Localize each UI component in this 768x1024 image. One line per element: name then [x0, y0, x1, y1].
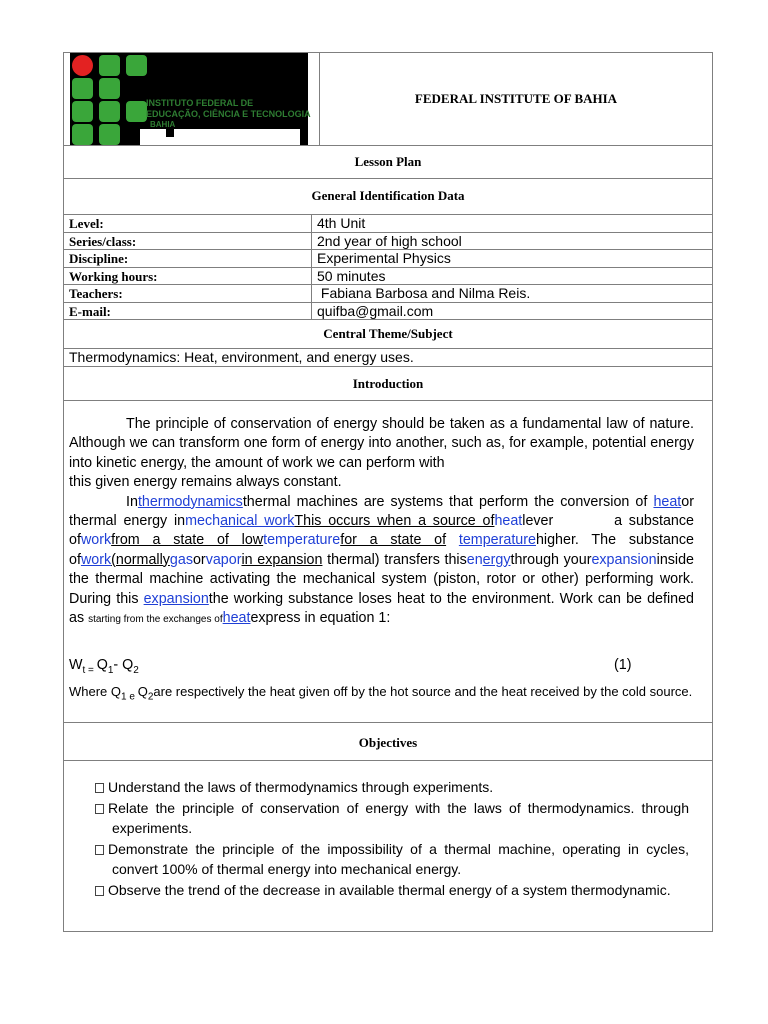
id-label: Level:: [69, 216, 104, 231]
id-value: 4th Unit: [311, 215, 712, 232]
id-row-teachers: [64, 285, 712, 303]
bullet-box-icon: [95, 886, 104, 896]
link-heat[interactable]: heat: [494, 512, 523, 529]
logo-square: [99, 55, 120, 76]
logo-square: [72, 101, 93, 122]
general-id-title: General Identification Data: [311, 188, 465, 203]
bullet-box-icon: [95, 783, 104, 793]
id-row-email: [64, 303, 712, 320]
id-label: Working hours:: [69, 268, 158, 284]
introduction-row: [64, 367, 712, 401]
institution-cell: [320, 53, 712, 145]
institution-name: FEDERAL INSTITUTE OF BAHIA: [414, 91, 618, 106]
objective-item: Relate the principle of conservation of energy with the laws of thermodynamics. through experiments.: [95, 798, 689, 838]
link-temperature[interactable]: temperature: [263, 532, 341, 549]
link-mechanical-work[interactable]: mech: [185, 512, 221, 529]
bullet-box-icon: [95, 845, 104, 855]
link-thermodynamics[interactable]: thermodynamics: [137, 493, 243, 510]
id-value: 50 minutes: [311, 268, 712, 285]
central-theme-title: Central Theme/Subject: [323, 326, 453, 341]
id-value: Experimental Physics: [311, 250, 712, 267]
link-temperature[interactable]: temperature: [458, 532, 536, 549]
id-row-hours: [64, 268, 712, 286]
bullet-box-icon: [95, 804, 104, 814]
intro-paragraph-1: The principle of conservation of energy should be taken as a fundamental law of nature. Although we can transform one form of energy into another, such as, for example, potential energy into kinetic energy, the amount of work we can perform with: [69, 416, 694, 471]
where-text: Where $Q_{1 e}$ $Q_2are$ respectively the heat given off by the hot source and the heat received by the cold source.: [69, 684, 693, 703]
id-label: Series/class:: [69, 233, 137, 249]
objective-item: Demonstrate the principle of the impossibility of a thermal machine, operating in cycles, convert 100% of thermal energy into mechanical energy.: [95, 839, 689, 879]
logo-square: [99, 124, 120, 145]
objective-item: Understand the laws of thermodynamics through experiments.: [95, 777, 689, 797]
objectives-row: [64, 723, 712, 761]
link-heat[interactable]: heat: [222, 609, 251, 626]
id-label: E-mail:: [69, 303, 111, 319]
logo-white-bar: [140, 129, 300, 145]
general-id-row: [64, 179, 712, 215]
logo-text: INSTITUTO FEDERAL DE EDUCAÇÃO, CIÊNCIA E TECNOLOGIA: [146, 98, 311, 119]
central-theme-text: Thermodynamics: Heat, environment, and energy uses.: [69, 349, 414, 365]
link-vapor[interactable]: vapor: [205, 551, 242, 568]
central-theme-value-row: [64, 349, 712, 367]
id-row-discipline: [64, 250, 712, 268]
email-value: quifba@gmail.com: [311, 303, 712, 319]
equation-number: (1): [614, 657, 632, 673]
intro-paragraph-2: Inthermodynamicsthermal machines are systems that perform the conversion of heator thermal energy inmechanical workThis occurs when a source ofheatlever a substance ofworkfrom a state of lowtemperaturefor a state of temperaturehigher. The substance ofwork(normallygasorvaporin expansion thermal) transfers thisenergythrough yourexpansioninside the thermal machine activating the mechanical system (piston, rotor or other) performing work. During this expansionthe working substance loses heat to the environment. Work can be defined as starting from the exchanges ofheatexpress in equation 1:: [69, 493, 694, 626]
logo-bahia-text: BAHIA: [150, 120, 176, 129]
lesson-plan-row: [64, 146, 712, 179]
link-expansion[interactable]: expansion: [143, 590, 209, 607]
logo-square: [99, 101, 120, 122]
link-work[interactable]: work: [80, 532, 112, 549]
link-energy[interactable]: en: [466, 551, 483, 568]
link-heat[interactable]: heat: [653, 493, 682, 510]
id-value: 2nd year of high school: [311, 233, 712, 250]
link-mechanical-work[interactable]: anical work: [220, 512, 295, 529]
logo-square: [126, 101, 147, 122]
central-theme-row: [64, 319, 712, 349]
link-work[interactable]: work: [80, 551, 112, 568]
introduction-title: Introduction: [352, 376, 424, 391]
logo-square: [99, 78, 120, 99]
introduction-body: [64, 401, 712, 723]
objectives-title: Objectives: [358, 735, 418, 750]
logo-cell: [64, 53, 320, 145]
objective-item: Observe the trend of the decrease in available thermal energy of a system thermodynamic.: [95, 880, 689, 900]
lesson-plan-document: [63, 52, 713, 932]
header-row: [64, 53, 712, 146]
id-row-level: [64, 215, 712, 233]
link-gas[interactable]: gas: [169, 551, 193, 568]
id-label: Teachers:: [69, 286, 123, 301]
link-expansion[interactable]: expansion: [591, 551, 657, 568]
id-row-series: [64, 233, 712, 251]
lesson-plan-title: Lesson Plan: [354, 154, 422, 169]
logo-red-dot: [72, 55, 93, 76]
objectives-body: [64, 761, 712, 933]
link-energy[interactable]: ergy: [482, 551, 511, 568]
id-value: Fabiana Barbosa and Nilma Reis.: [311, 285, 712, 302]
id-label: Discipline:: [69, 251, 129, 266]
logo-mark: [166, 129, 174, 137]
equation-1: $W_{t =}$ $Q_1-$ $Q_2$ (1): [69, 657, 632, 676]
logo-square: [72, 124, 93, 145]
institute-logo: [70, 53, 311, 145]
intro-paragraph-1-end: this given energy remains always constant.: [69, 474, 342, 490]
logo-square: [126, 55, 147, 76]
logo-square: [72, 78, 93, 99]
